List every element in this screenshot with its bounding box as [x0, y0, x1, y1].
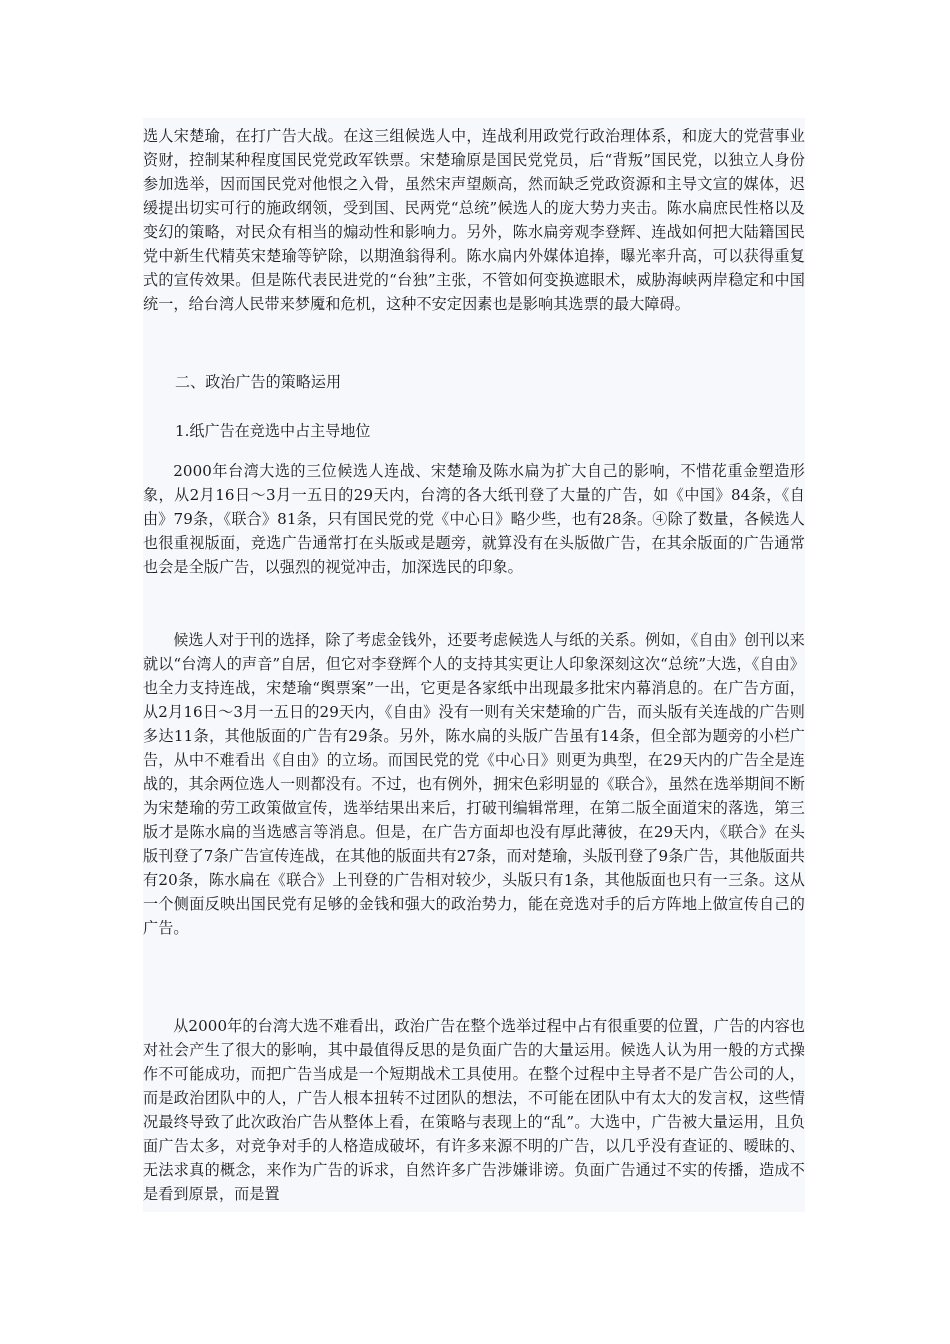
paragraph-negative-ads: 从2000年的台湾大选不难看出，政治广告在整个选举过程中占有很重要的位置，广告的内容也对社会产生了很大的影响，其中最值得反思的是负面广告的大量运用。候选人认为用一般的方式操作不可能成功，而把广告当成是一个短期战术工具使用。在整个过程中主导者不是广告公司的人，而是政治团队中的人，广告人根本扭转不过团队的想法，不可能在团队中有太大的发言权，这些情况最终导致了此次政治广告从整体上看，在策略与表现上的“乱”。大选中，广告被大量运用，且负面广告太多，对竞争对手的人格造成破坏，有许多来源不明的广告，以几乎没有查证的、暧昧的、无法求真的概念，来作为广告的诉求，自然许多广告涉嫌诽谤。负面广告通过不实的传播，造成不是看到原景，而是置 [143, 1017, 805, 1203]
document-body [143, 118, 805, 1212]
paragraph-candidates: 选人宋楚瑜，在打广告大战。在这三组候选人中，连战利用政党行政治理体系，和庞大的党营事业资财，控制某种程度国民党党政军铁票。宋楚瑜原是国民党党员，后“背叛”国民党，以独立人身份参加选举，因而国民党对他恨之入骨，虽然宋声望颇高，然而缺乏党政资源和主导文宣的媒体，迟缓提出切实可行的施政纲领，受到国、民两党“总统”候选人的庞大势力夹击。陈水扁庶民性格以及变幻的策略，对民众有相当的煽动性和影响力。另外，陈水扁旁观李登辉、连战如何把大陆籍国民党中新生代精英宋楚瑜等铲除，以期渔翁得利。陈水扁内外媒体追捧，曝光率升高，可以获得重复式的宣传效果。但是陈代表民进党的“台独”主张，不管如何变换遮眼术，威胁海峡两岸稳定和中国统一，给台湾人民带来梦魇和危机，这种不安定因素也是影响其选票的最大障碍。 [143, 127, 805, 313]
paragraph-ad-volume: 2000年台湾大选的三位候选人连战、宋楚瑜及陈水扁为扩大自己的影响，不惜花重金塑造形象，从2月16日～3月一五日的29天内，台湾的各大纸刊登了大量的广告，如《中国》84条，《自由》79条，《联合》81条，只有国民党的党《中心日》略少些，也有28条。④除了数量，各候选人也很重视版面，竞选广告通常打在头版或是题旁，就算没有在头版做广告，在其余版面的广告通常也会是全版广告，以强烈的视觉冲击，加深选民的印象。 [143, 462, 805, 576]
subsection-heading: 1.纸广告在竞选中占主导地位 [175, 422, 371, 440]
paragraph-newspaper-choice: 候选人对于刊的选择，除了考虑金钱外，还要考虑候选人与纸的关系。例如，《自由》创刊以来就以“台湾人的声音”自居，但它对李登辉个人的支持其实更让人印象深刻这次“总统”大选，《自由》也全力支持连战，宋楚瑜“舆票案”一出，它更是各家纸中出现最多批宋内幕消息的。在广告方面，从2月16日～3月一五日的29天内，《自由》没有一则有关宋楚瑜的广告，而头版有关连战的广告则多达11条，其他版面的广告有29条。另外，陈水扁的头版广告虽有14条，但全部为题旁的小栏广告，从中不难看出《自由》的立场。而国民党的党《中心日》则更为典型，在29天内的广告全是连战的，其余两位选人一则都没有。不过，也有例外，拥宋色彩明显的《联合》，虽然在选举期间不断为宋楚瑜的劳工政策做宣传，选举结果出来后，打破刊编辑常理，在第二版全面道宋的落选，第三版才是陈水扁的当选感言等消息。但是，在广告方面却也没有厚此薄彼，在29天内，《联合》在头版刊登了7条广告宣传连战，在其他的版面共有27条，而对楚瑜，头版刊登了9条广告，其他版面共有20条，陈水扁在《联合》上刊登的广告相对较少，头版只有1条，其他版面也只有一三条。这从一个侧面反映出国民党有足够的金钱和强大的政治势力，能在竞选对手的后方阵地上做宣传自己的广告。 [143, 631, 805, 937]
section-heading: 二、政治广告的策略运用 [175, 373, 342, 391]
